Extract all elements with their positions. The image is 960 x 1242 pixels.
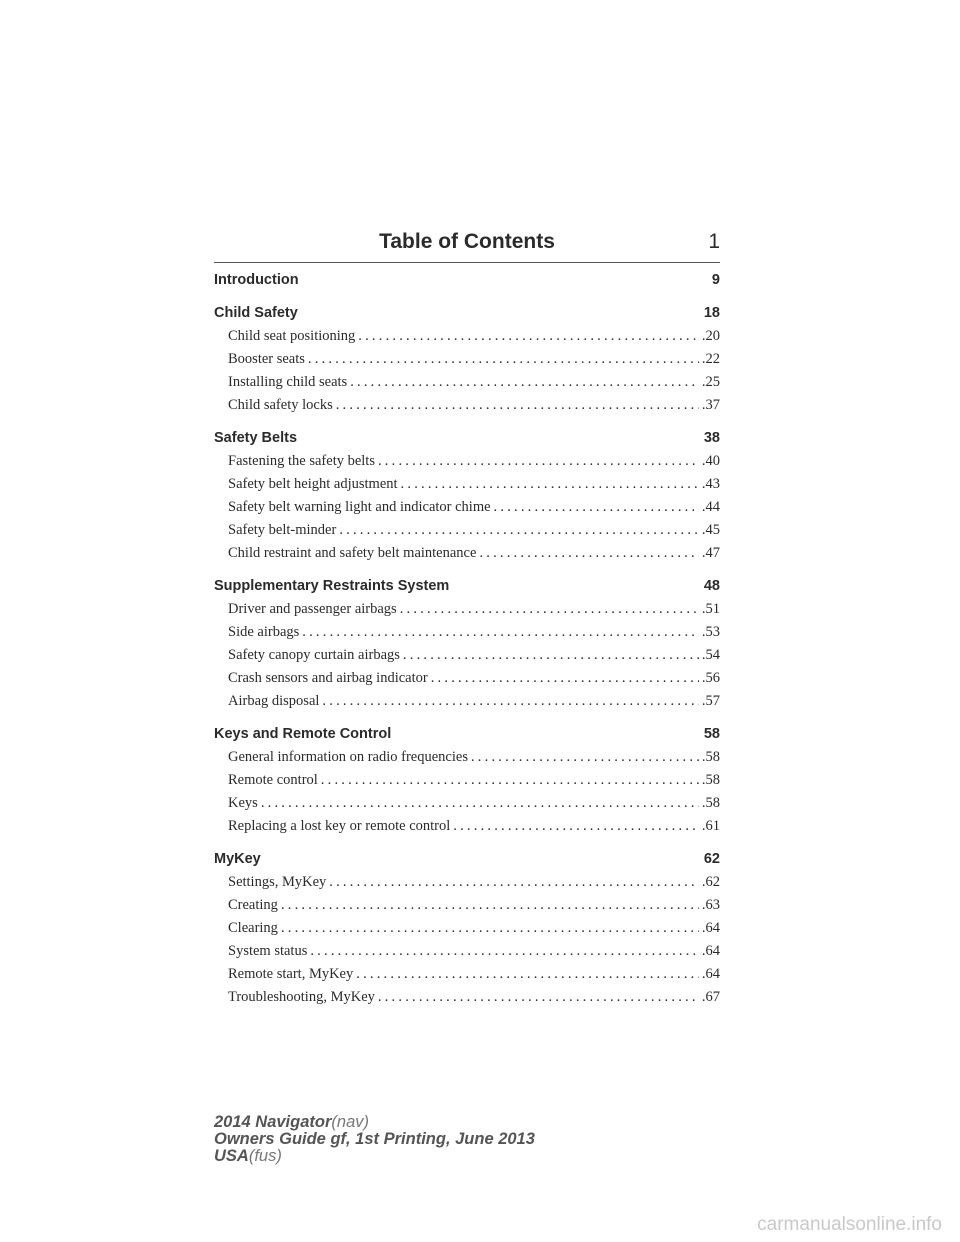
toc-section	[214, 268, 720, 292]
entry-page: .25	[701, 374, 720, 390]
entry-page: .67	[701, 989, 720, 1005]
toc-entry[interactable]	[228, 621, 720, 644]
toc-entry[interactable]	[228, 496, 720, 519]
footer-region: USA	[214, 1147, 249, 1165]
toc-section	[214, 847, 720, 1009]
dot-leader	[400, 598, 699, 621]
dot-leader	[322, 690, 698, 713]
section-heading[interactable]	[214, 301, 720, 325]
toc-entry[interactable]	[228, 871, 720, 894]
entry-label: Fastening the safety belts	[228, 453, 375, 469]
toc-entry[interactable]	[228, 348, 720, 371]
dot-leader	[281, 894, 699, 917]
entry-page: .56	[701, 670, 720, 686]
entry-page: .51	[701, 601, 720, 617]
entry-label: Child restraint and safety belt maintenance	[228, 545, 477, 561]
entry-label: Installing child seats	[228, 374, 348, 390]
dot-leader	[378, 986, 699, 1009]
entry-page: .64	[701, 966, 720, 982]
toc-section	[214, 426, 720, 565]
section-page: 18	[703, 305, 720, 321]
dot-leader	[453, 815, 699, 838]
section-heading[interactable]	[214, 268, 720, 292]
toc-entry[interactable]	[228, 325, 720, 348]
page-title: Table of Contents	[379, 230, 555, 253]
toc-entry[interactable]	[228, 598, 720, 621]
dot-leader	[494, 496, 699, 519]
toc-entry[interactable]	[228, 519, 720, 542]
entry-label: Creating	[228, 897, 278, 913]
entry-page: .64	[701, 920, 720, 936]
entry-label: Booster seats	[228, 351, 305, 367]
toc-section	[214, 574, 720, 713]
entry-label: Child seat positioning	[228, 328, 356, 344]
dot-leader	[336, 394, 699, 417]
toc-entry[interactable]	[228, 815, 720, 838]
dot-leader	[308, 348, 699, 371]
section-title: Introduction	[214, 272, 299, 288]
entry-page: .54	[701, 647, 720, 663]
dot-leader	[329, 871, 699, 894]
entry-label: Settings, MyKey	[228, 874, 327, 890]
toc-entry[interactable]	[228, 371, 720, 394]
entry-label: Safety canopy curtain airbags	[228, 647, 400, 663]
footer-model: 2014 Navigator	[214, 1113, 332, 1131]
dot-leader	[431, 667, 699, 690]
toc-entry[interactable]	[228, 769, 720, 792]
dot-leader	[356, 963, 699, 986]
entry-page: .62	[701, 874, 720, 890]
entry-label: Driver and passenger airbags	[228, 601, 397, 617]
toc-entry[interactable]	[228, 940, 720, 963]
section-title: Keys and Remote Control	[214, 726, 392, 742]
entry-label: Clearing	[228, 920, 278, 936]
entry-label: Remote start, MyKey	[228, 966, 354, 982]
section-title: Safety Belts	[214, 430, 298, 446]
entry-page: .57	[701, 693, 720, 709]
entry-label: System status	[228, 943, 308, 959]
entry-page: .22	[701, 351, 720, 367]
document-footer	[214, 1114, 535, 1165]
section-title: MyKey	[214, 851, 261, 867]
toc-entry[interactable]	[228, 963, 720, 986]
footer-model-code: (nav)	[331, 1113, 369, 1131]
entry-label: Safety belt warning light and indicator chime	[228, 499, 491, 515]
dot-leader	[339, 519, 699, 542]
toc-section	[214, 722, 720, 838]
entry-label: Crash sensors and airbag indicator	[228, 670, 428, 686]
footer-printing: Owners Guide gf, 1st Printing, June 2013	[214, 1130, 535, 1148]
dot-leader	[471, 746, 699, 769]
dot-leader	[350, 371, 699, 394]
entry-page: .43	[701, 476, 720, 492]
section-heading[interactable]	[214, 574, 720, 598]
section-page: 48	[703, 578, 720, 594]
entry-page: .61	[701, 818, 720, 834]
entry-page: .58	[701, 772, 720, 788]
entry-label: Keys	[228, 795, 258, 811]
entry-page: .58	[701, 795, 720, 811]
watermark[interactable]: carmanualsonline.info	[757, 1214, 942, 1235]
entry-page: .40	[701, 453, 720, 469]
toc-entry[interactable]	[228, 450, 720, 473]
entry-label: Safety belt height adjustment	[228, 476, 398, 492]
entry-label: Airbag disposal	[228, 693, 320, 709]
entry-page: .53	[701, 624, 720, 640]
entry-page: .64	[701, 943, 720, 959]
dot-leader	[403, 644, 699, 667]
entry-label: Troubleshooting, MyKey	[228, 989, 375, 1005]
entry-page: .44	[701, 499, 720, 515]
toc-entry[interactable]	[228, 667, 720, 690]
entry-page: .58	[701, 749, 720, 765]
toc-entry[interactable]	[228, 690, 720, 713]
entry-page: .37	[701, 397, 720, 413]
toc-entry[interactable]	[228, 644, 720, 667]
footer-region-code: (fus)	[248, 1147, 282, 1165]
toc-entry[interactable]	[228, 394, 720, 417]
section-heading[interactable]	[214, 426, 720, 450]
table-of-contents	[214, 268, 720, 1018]
page-header	[214, 228, 720, 263]
entry-label: Child safety locks	[228, 397, 333, 413]
entry-label: Side airbags	[228, 624, 300, 640]
toc-entry[interactable]	[228, 542, 720, 565]
dot-leader	[479, 542, 698, 565]
entry-label: Safety belt-minder	[228, 522, 337, 538]
toc-entry[interactable]	[228, 894, 720, 917]
section-title: Child Safety	[214, 305, 298, 321]
section-heading[interactable]	[214, 847, 720, 871]
dot-leader	[358, 325, 699, 348]
entry-page: .47	[701, 545, 720, 561]
entry-page: .63	[701, 897, 720, 913]
dot-leader	[321, 769, 699, 792]
section-page: 58	[703, 726, 720, 742]
section-title: Supplementary Restraints System	[214, 578, 450, 594]
section-page: 38	[703, 430, 720, 446]
toc-entry[interactable]	[228, 746, 720, 769]
toc-section	[214, 301, 720, 417]
entry-page: .45	[701, 522, 720, 538]
section-page: 9	[711, 272, 720, 288]
entry-label: Remote control	[228, 772, 318, 788]
toc-entry[interactable]	[228, 917, 720, 940]
section-page: 62	[703, 851, 720, 867]
toc-entry[interactable]	[228, 986, 720, 1009]
entry-page: .20	[701, 328, 720, 344]
dot-leader	[310, 940, 699, 963]
entry-label: General information on radio frequencies	[228, 749, 468, 765]
dot-leader	[378, 450, 699, 473]
toc-entry[interactable]	[228, 792, 720, 815]
dot-leader	[302, 621, 699, 644]
dot-leader	[261, 792, 699, 815]
page-number: 1	[708, 230, 720, 253]
entry-label: Replacing a lost key or remote control	[228, 818, 451, 834]
toc-entry[interactable]	[228, 473, 720, 496]
dot-leader	[281, 917, 699, 940]
dot-leader	[401, 473, 699, 496]
section-heading[interactable]	[214, 722, 720, 746]
